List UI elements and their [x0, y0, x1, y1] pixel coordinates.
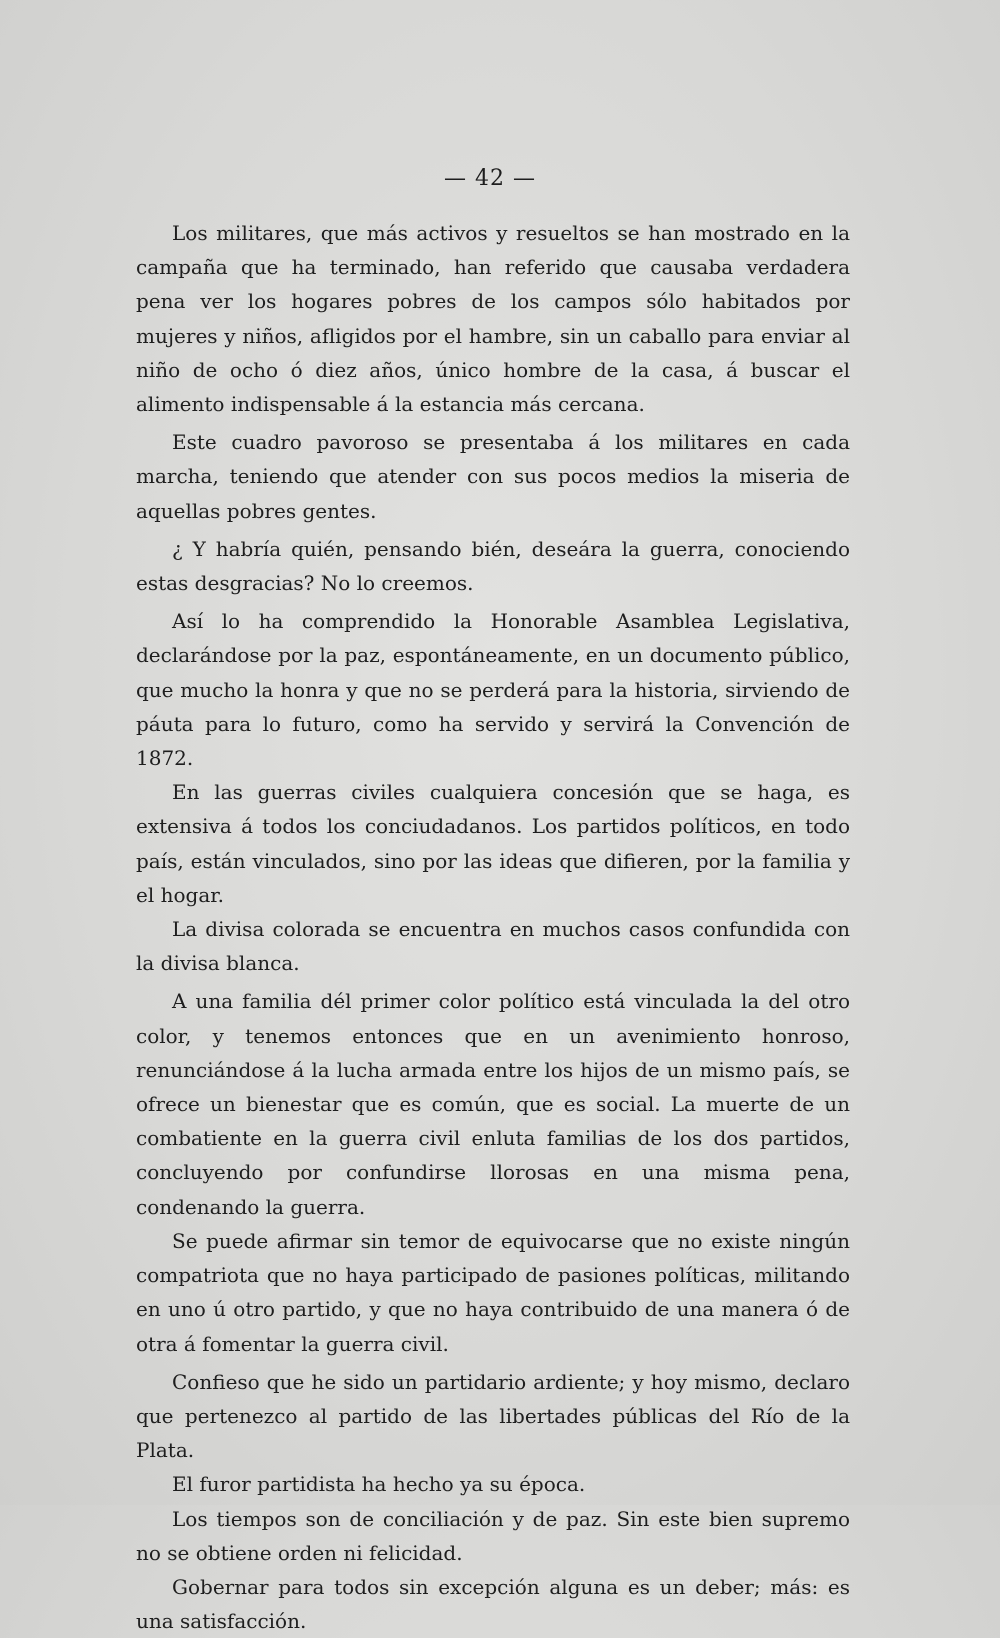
paragraph: En las guerras civiles cualquiera concesión que se haga, es extensiva á todos los conciudadanos. Los partidos políticos, en todo país, están vinculados, sino por las ideas que difieren, por la familia y el hogar. [136, 780, 850, 907]
paragraph: Este cuadro pavoroso se presentaba á los militares en cada marcha, teniendo que atender con sus pocos medios la miseria de aquellas pobres gentes. [136, 430, 850, 523]
page-number: — 42 — [444, 166, 536, 191]
paragraph: Así lo ha comprendido la Honorable Asamblea Legislativa, declarándose por la paz, espontáneamente, en un documento público, que mucho la honra y que no se perderá para la historia, sirviendo de páuta para lo futuro, como ha servido y servirá la Convención de 1872. [136, 609, 850, 771]
paragraph: El furor partidista ha hecho ya su época. [172, 1472, 586, 1497]
paragraph: Se puede afirmar sin temor de equivocarse que no existe ningún compatriota que no haya participado de pasiones políticas, militando en uno ú otro partido, y que no haya contribuido de una manera ó de otra á fomentar la guerra civil. [136, 1228, 850, 1356]
paragraph: ¿ Y habría quién, pensando bién, deseára la guerra, conociendo estas desgracias? No lo creemos. [136, 536, 850, 596]
paragraph: La divisa colorada se encuentra en muchos casos confundida con la divisa blanca. [136, 917, 850, 976]
paragraph: Los militares, que más activos y resueltos se han mostrado en la campaña que ha terminado, han referido que causaba verdadera pena ver los hogares pobres de los campos sólo habitados por mujeres y niños, afligidos por el hambre, sin un caballo para enviar al niño de ocho ó diez años, único hombre de la casa, á buscar el alimento indispensable á la estancia más cercana. [136, 221, 850, 417]
paragraph: A una familia dél primer color político está vinculada la del otro color, y tenemos entonces que en un avenimiento honroso, renunciándose á la lucha armada entre los hijos de un mismo país, se ofrece un bienestar que es común, que es social. La muerte de un combatiente en la guerra civil enluta familias de los dos partidos, concluyendo por confundirse llorosas en una misma pena, condenando la guerra. [136, 989, 850, 1219]
paragraph: Confieso que he sido un partidario ardiente; y hoy mismo, declaro que pertenezco al partido de las libertades públicas del Río de la Plata. [136, 1369, 850, 1463]
body-text [136, 216, 850, 1638]
paragraph: Los tiempos son de conciliación y de paz. Sin este bien supremo no se obtiene orden ni felicidad. [136, 1506, 850, 1565]
paragraph: Gobernar para todos sin excepción alguna es un deber; más: es una satisfacción. [136, 1574, 850, 1634]
